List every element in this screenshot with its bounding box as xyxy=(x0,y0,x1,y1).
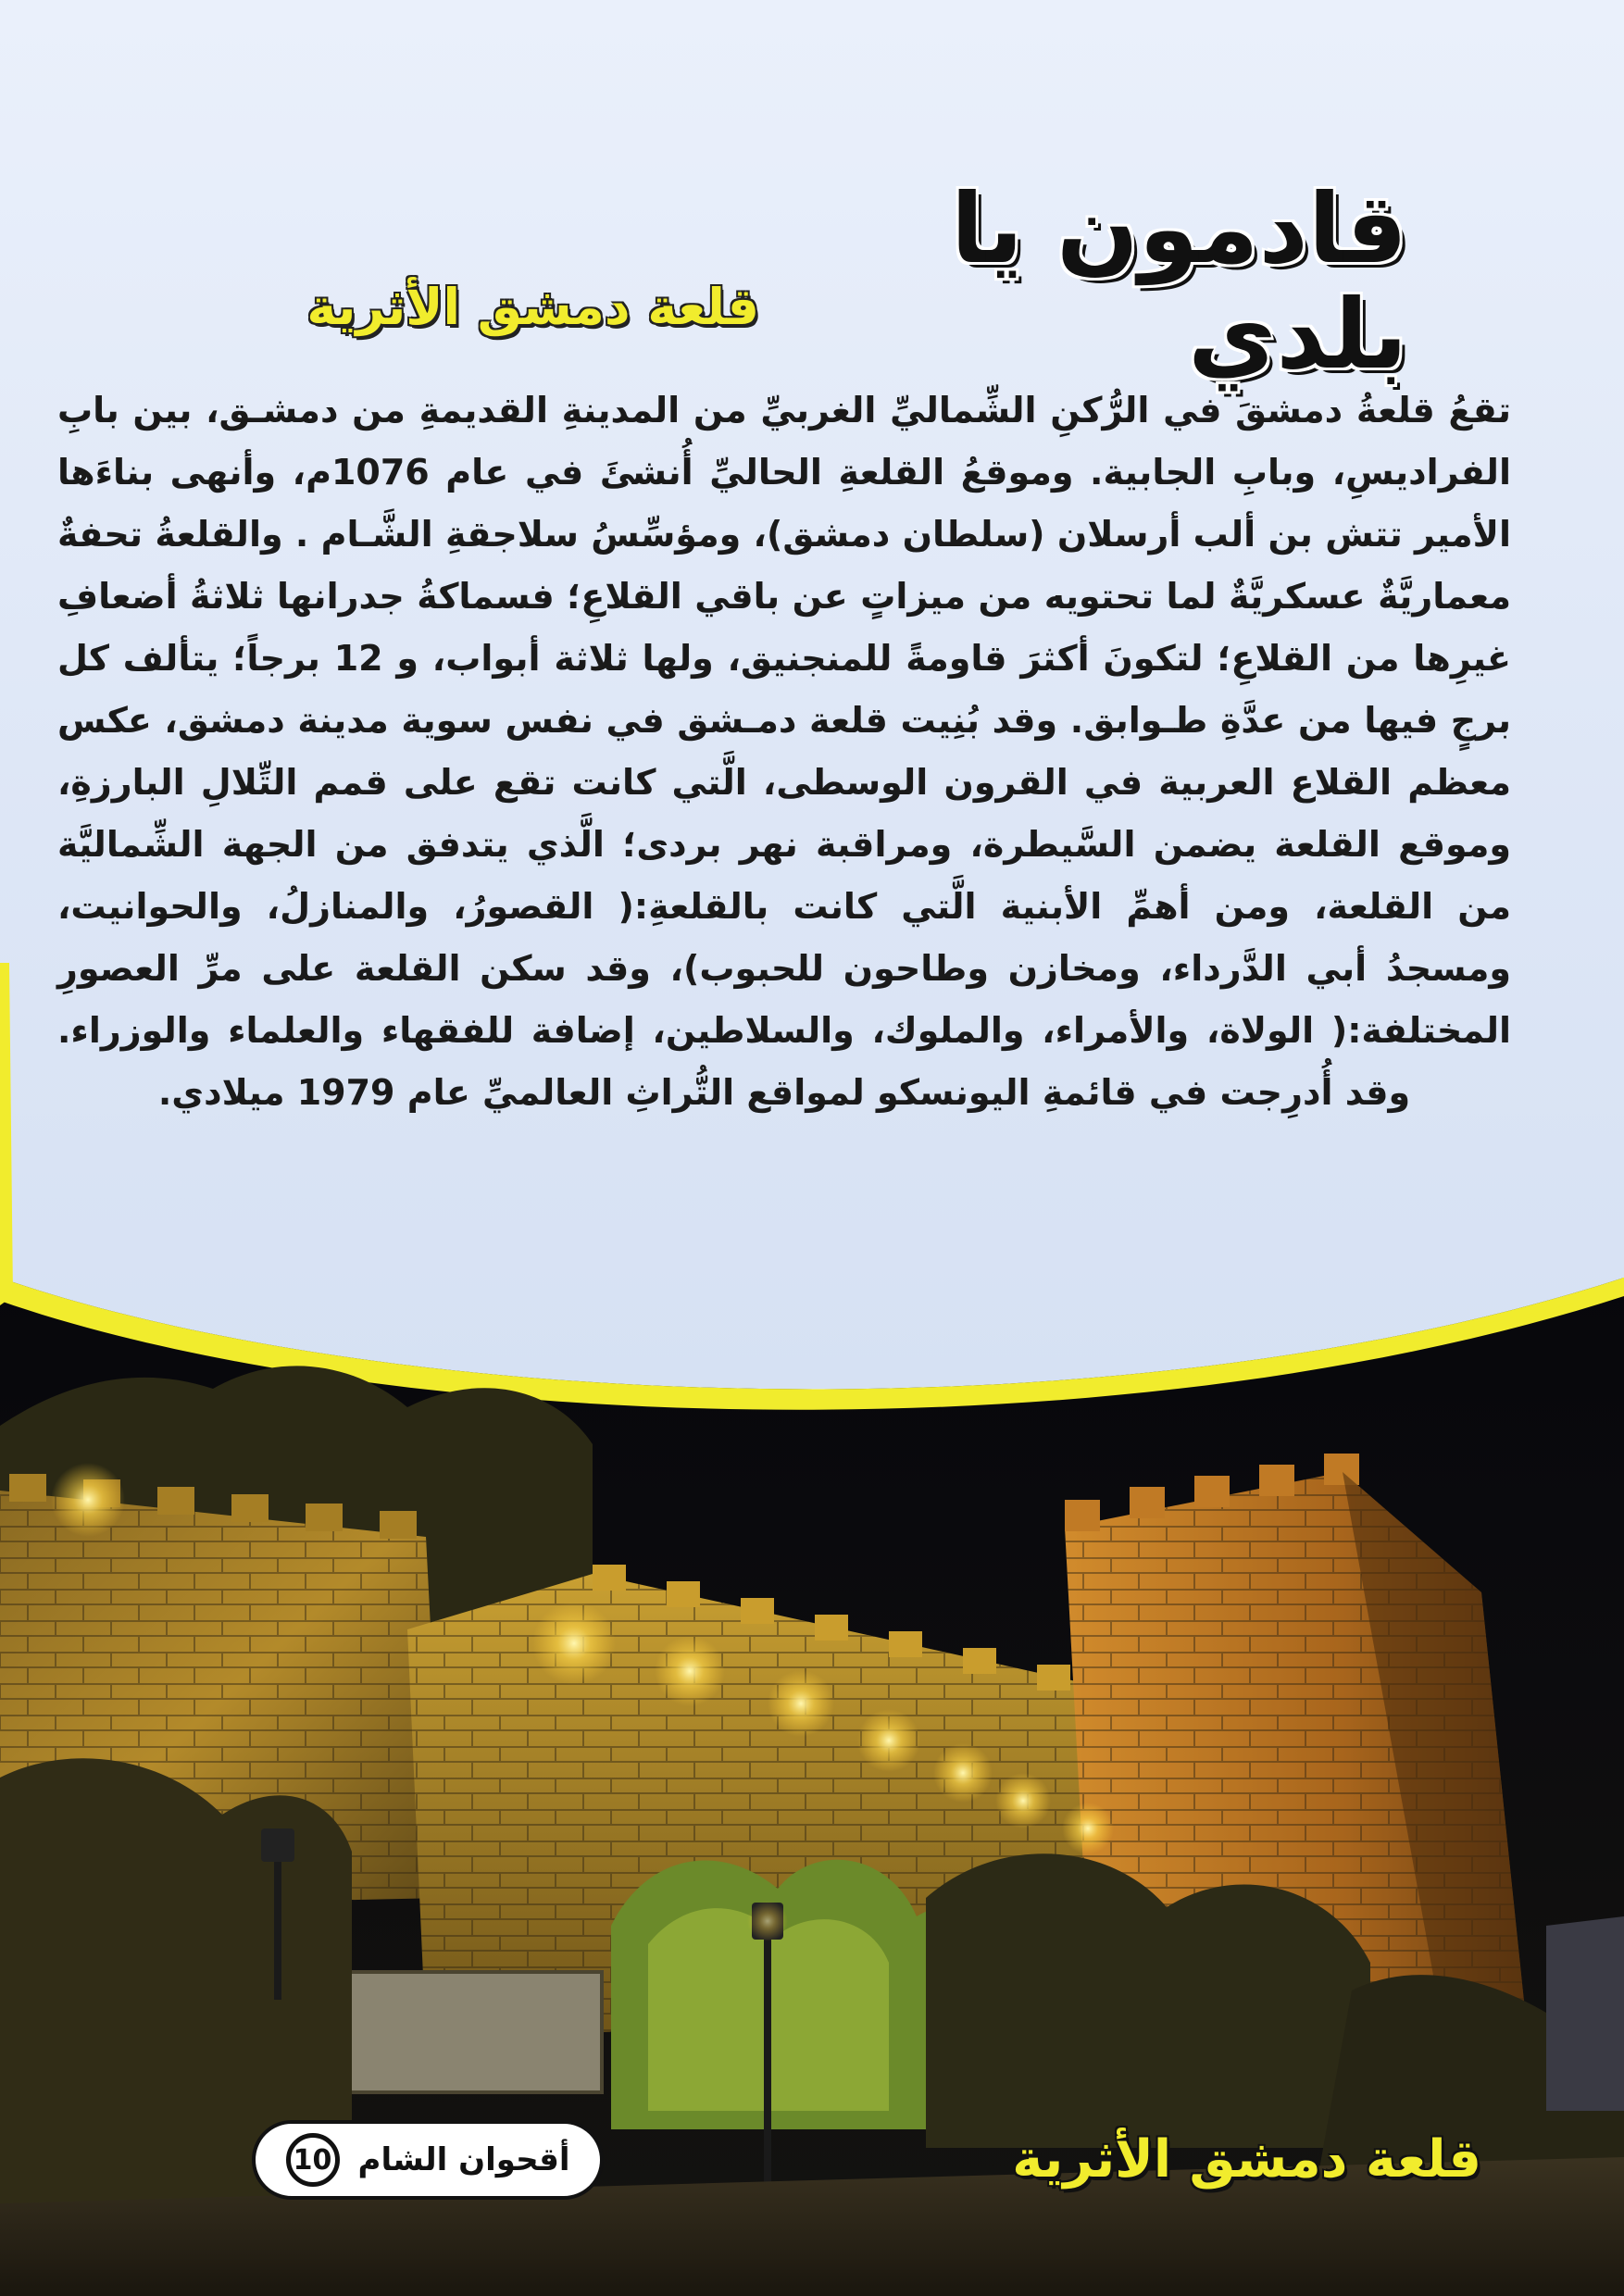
page-title: قادمون يا بلدي xyxy=(950,172,1407,392)
magazine-name: أقحوان الشام xyxy=(357,2141,570,2178)
page-number: 10 xyxy=(286,2133,340,2187)
photo-caption: قلعة دمشق الأثرية xyxy=(1012,2129,1481,2190)
article-body: تقعُ قلعةُ دمشقَ في الرُّكنِ الشِّماليِّ الغربيِّ من المدينةِ القديمةِ من دمشـق، بين بابِ الفراديسِ، وبابِ الجابية. وموقعُ القلعةِ الحاليِّ أُنشئَ في عام 1076م، وأنهى بناءَها الأمير تتش بن ألب أرسلان (سلطان دمشق)، ومؤسِّسُ سلاجقةِ الشَّـام . والقلعةُ تحفةٌ معماريَّةٌ عسكريَّةٌ لما تحتويه من ميزاتٍ عن باقي القلاعِ؛ فسماكةُ جدرانها ثلاثةُ أضعافِ غيرِها من القلاعِ؛ لتكونَ أكثرَ قاومةً للمنجنيق، ولها ثلاثة أبواب، و 12 برجاً؛ يتألف كل برجٍ فيها من عدَّةِ طـوابق. وقد بُنِيت قلعة دمـشق في نفس سوية مدينة دمشق، عكس معظم القلاع العربية في القرون الوسطى، الَّتي كانت تقع على قمم التِّلالِ البارزةِ، وموقع القلعة يضمن السَّيطرة، ومراقبة نهر بردى؛ الَّذي يتدفق من الجهة الشِّماليَّة من القلعة، ومن أهمِّ الأبنية الَّتي كانت بالقلعةِ:( القصورُ، والمنازلُ، والحوانيت، ومسجدُ أبي الدَّرداء، ومخازن وطاحون للحبوب)، وقد سكن القلعة على مرِّ العصورِ المختلفة:( الولاة، والأمراء، والملوك، والسلاطين، إضافة للفقهاء والعلماء والوزراء. وقد أُدرِجت في قائمةِ اليونسكو لمواقع التُّراثِ العالميِّ عام 1979 ميلادي. xyxy=(57,390,1511,1113)
article-heading: قلعة دمشق الأثرية xyxy=(306,278,759,336)
footer-badge xyxy=(252,2120,604,2200)
